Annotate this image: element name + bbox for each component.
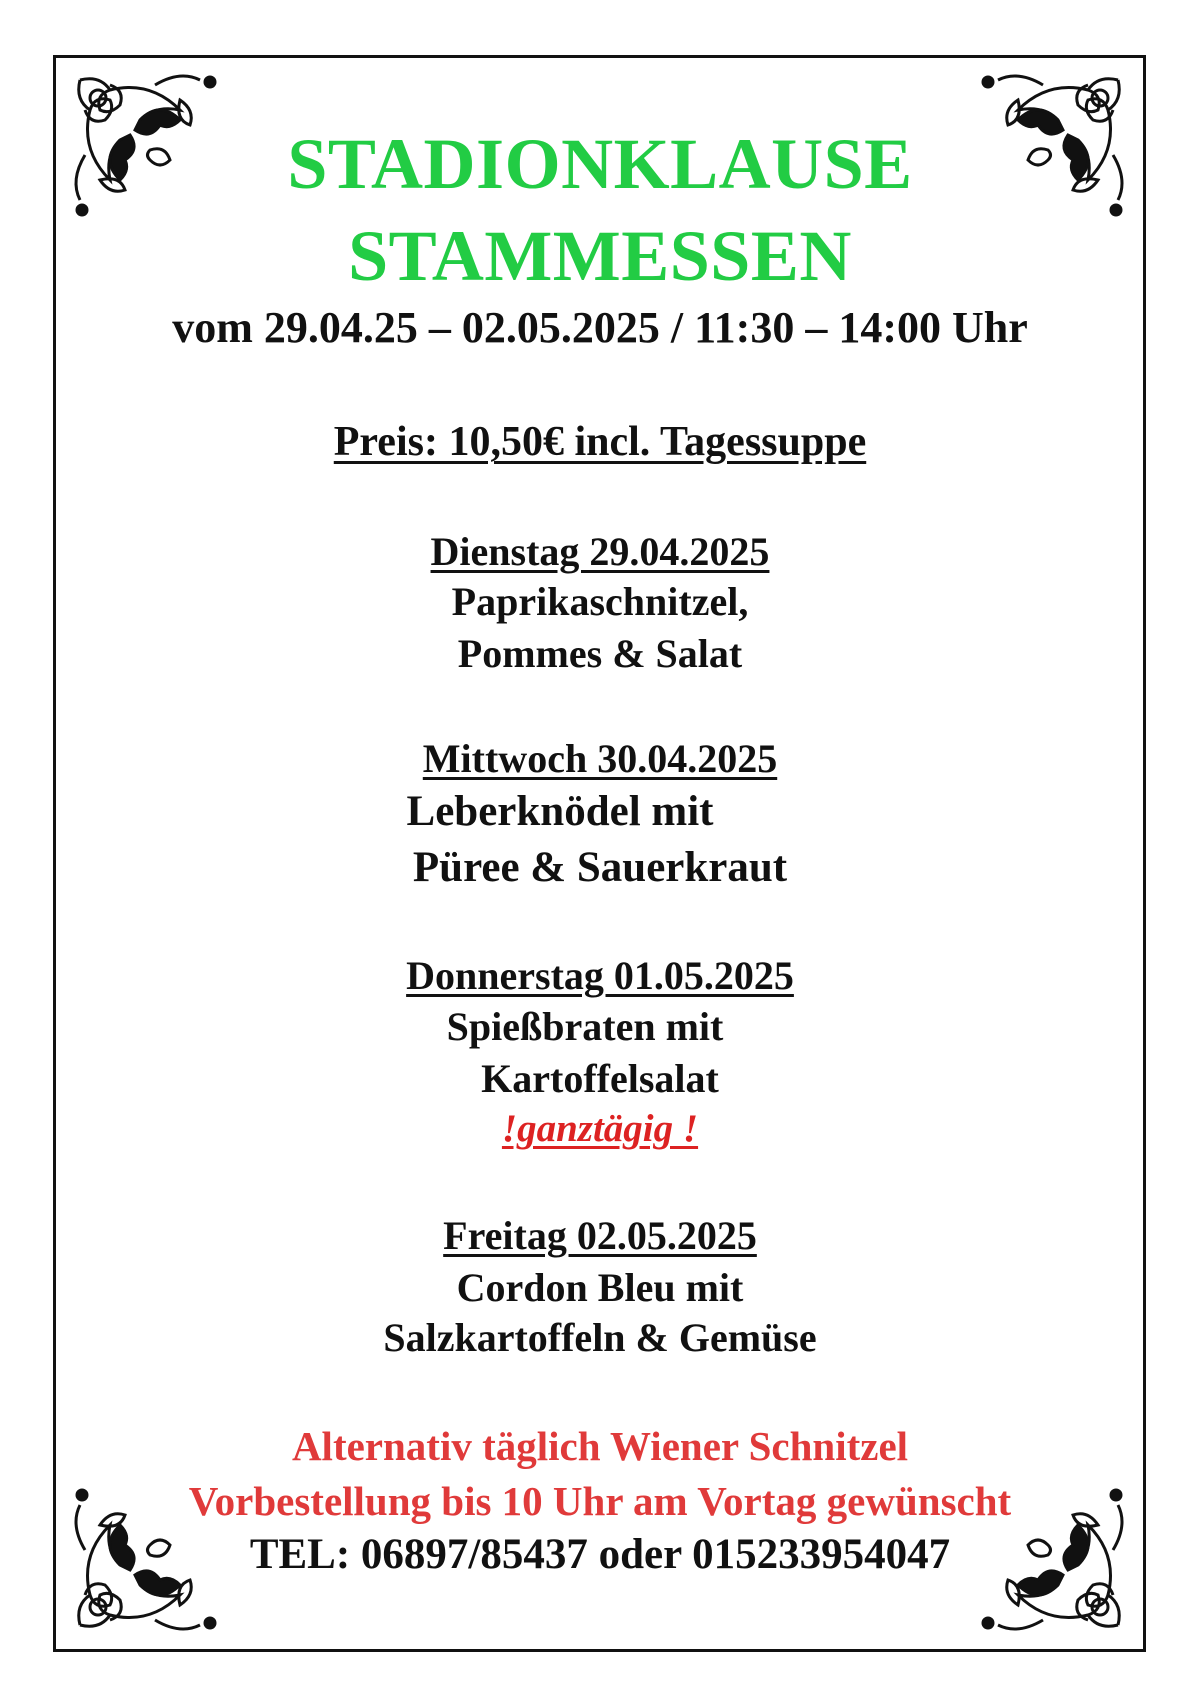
day-heading-thursday: Donnerstag 01.05.2025 [406,953,794,998]
preorder-note: Vorbestellung bis 10 Uhr am Vortag gewünscht [188,1478,1012,1524]
dish-line: Leberknödel mit [406,788,714,835]
all-day-note: !ganztägig ! [501,1107,699,1150]
price-line: Preis: 10,50€ incl. Tagessuppe [333,419,867,465]
dish-line: Kartoffelsalat [481,1056,719,1101]
dish-line: Püree & Sauerkraut [412,844,788,891]
day-heading-tuesday: Dienstag 29.04.2025 [430,529,770,574]
dish-line: Spießbraten mit [446,1004,724,1049]
title-line-2: STAMMESSEN [348,216,852,296]
phone-numbers: TEL: 06897/85437 oder 015233954047 [249,1531,951,1578]
date-range: vom 29.04.25 – 02.05.2025 / 11:30 – 14:00 Uhr [172,303,1028,352]
title-line-1: STADIONKLAUSE [287,124,913,204]
day-heading-wednesday: Mittwoch 30.04.2025 [422,736,778,781]
dish-line: Cordon Bleu mit [456,1265,744,1310]
dish-line: Salzkartoffeln & Gemüse [383,1315,817,1360]
dish-line: Pommes & Salat [457,631,743,676]
alternative-offer: Alternativ täglich Wiener Schnitzel [291,1423,909,1469]
day-heading-friday: Freitag 02.05.2025 [443,1213,757,1258]
dish-line: Paprikaschnitzel, [451,579,749,624]
